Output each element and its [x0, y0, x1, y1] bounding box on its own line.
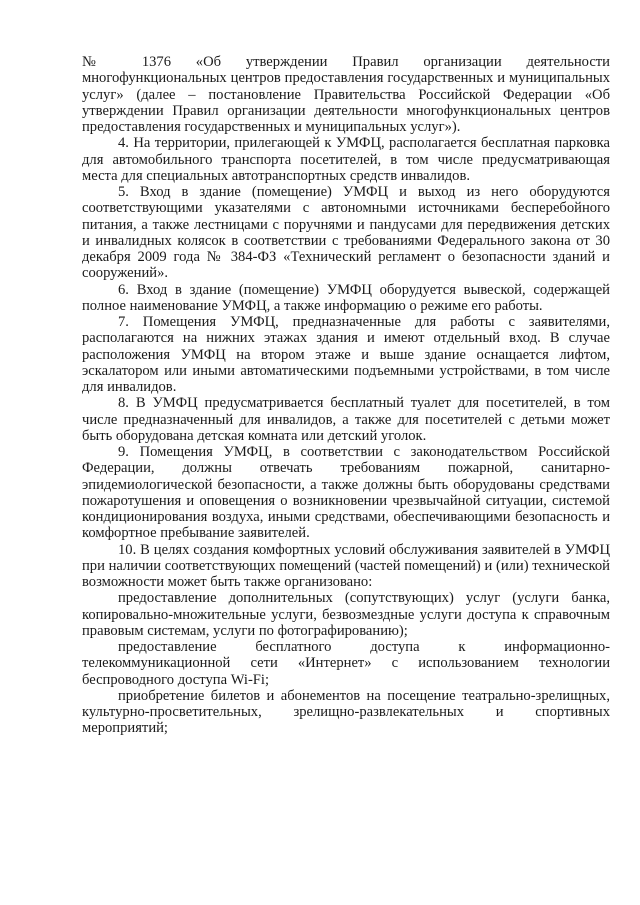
paragraph-decree-reference: № 1376 «Об утверждении Правил организации деятельности многофункциональных центров предоставления государственных и муниципальных услуг» (далее – постановление Правительства Российской Федерации «Об утверждении Правил организации деятельности многофункциональных центров предоставления государственных и муниципальных услуг»). [82, 54, 610, 135]
paragraph-additional-services: предоставление дополнительных (сопутствующих) услуг (услуги банка, копировально-множительные услуги, безвозмездные услуги доступа к справочным правовым системам, услуги по фотографированию); [82, 590, 610, 639]
paragraph-item-10-comfort: 10. В целях создания комфортных условий обслуживания заявителей в УМФЦ при наличии соответствующих помещений (частей помещений) и (или) технической возможности может быть также организовано: [82, 541, 610, 590]
paragraph-internet-access: предоставление бесплатного доступа к информационно-телекоммуникационной сети «Интернет» с использованием технологии беспроводного доступа Wi-Fi; [82, 639, 610, 688]
document-page [82, 54, 610, 737]
paragraph-tickets: приобретение билетов и абонементов на посещение театрально-зрелищных, культурно-просветительных, зрелищно-развлекательных и спортивных мероприятий; [82, 687, 610, 737]
paragraph-item-7-premises: 7. Помещения УМФЦ, предназначенные для работы с заявителями, располагаются на нижних этажах здания и имеют отдельный вход. В случае расположения УМФЦ на втором этаже и выше здание оснащается лифтом, эскалатором или иными автоматическими подъемными устройствами, в том числе для инвалидов. [82, 314, 610, 395]
paragraph-item-5-entrance: 5. Вход в здание (помещение) УМФЦ и выход из него оборудуются соответствующими указателями с автономными источниками бесперебойного питания, а также лестницами с поручнями и пандусами для передвижения детских и инвалидных колясок в соответствии с требованиями Федерального закона от 30 декабря 2009 года № 384-ФЗ «Технический регламент о безопасности зданий и сооружений». [82, 184, 610, 282]
paragraph-item-8-toilet: 8. В УМФЦ предусматривается бесплатный туалет для посетителей, в том числе предназначенный для инвалидов, а также для посетителей с детьми может быть оборудована детская комната или детский уголок. [82, 395, 610, 444]
paragraph-item-4-parking: 4. На территории, прилегающей к УМФЦ, располагается бесплатная парковка для автомобильного транспорта посетителей, в том числе предусматривающая места для специальных автотранспортных средств инвалидов. [82, 135, 610, 184]
paragraph-item-6-signboard: 6. Вход в здание (помещение) УМФЦ оборудуется вывеской, содержащей полное наименование УМФЦ, а также информацию о режиме его работы. [82, 281, 610, 314]
paragraph-item-9-safety: 9. Помещения УМФЦ, в соответствии с законодательством Российской Федерации, должны отвечать требованиям пожарной, санитарно-эпидемиологической безопасности, а также должны быть оборудованы средствами пожаротушения и оповещения о возникновении чрезвычайной ситуации, системой кондиционирования воздуха, иными средствами, обеспечивающими безопасность и комфортное пребывание заявителей. [82, 444, 610, 542]
